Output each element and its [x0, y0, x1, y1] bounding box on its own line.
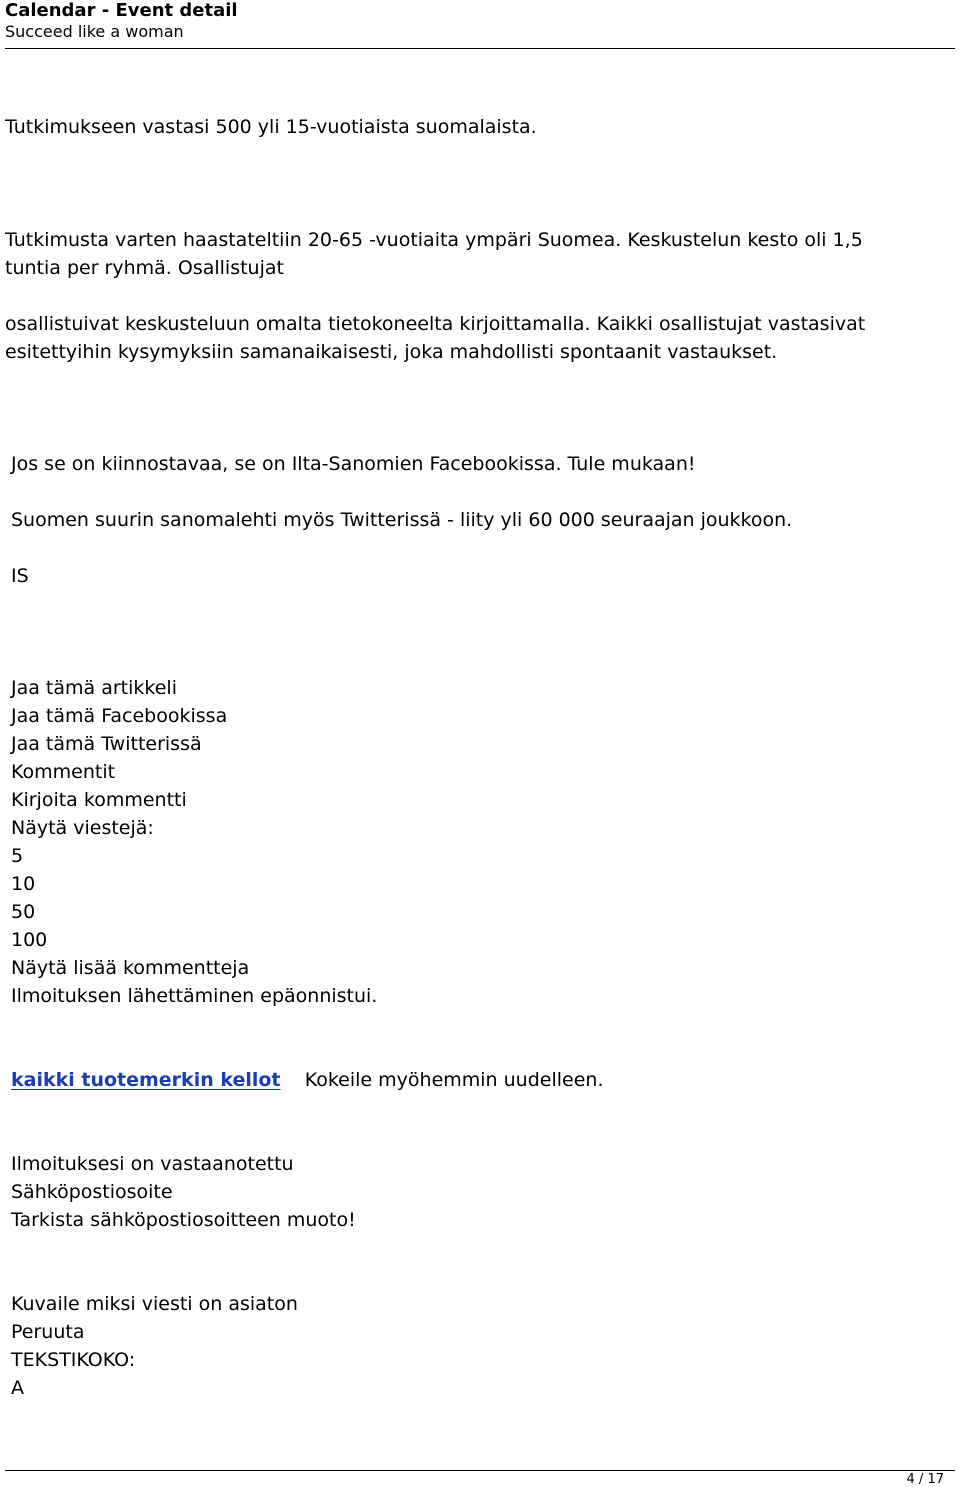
show-messages-option-5[interactable]: 5	[11, 845, 24, 867]
report-error-message: Ilmoituksen lähettäminen epäonnistui.	[11, 985, 378, 1007]
show-messages-option-50[interactable]: 50	[11, 901, 36, 923]
brand-watches-link[interactable]: kaikki tuotemerkin kellot	[11, 1069, 281, 1091]
article-paragraph-interviews-line-1: Tutkimusta varten haastateltiin 20-65 -vuotiaita ympäri Suomea. Keskustelun kesto oli 1,5	[5, 229, 863, 251]
document-title: Calendar - Event detail	[5, 0, 238, 21]
article-source: IS	[11, 565, 29, 587]
footer-divider	[5, 1470, 955, 1471]
header-divider	[5, 48, 955, 49]
share-article-link[interactable]: Jaa tämä artikkeli	[11, 677, 177, 699]
cancel-button[interactable]: Peruuta	[11, 1321, 85, 1343]
email-format-error: Tarkista sähköpostiosoitteen muoto!	[11, 1209, 356, 1231]
article-paragraph-interviews-line-2: tuntia per ryhmä. Osallistujat	[5, 257, 284, 279]
show-messages-option-100[interactable]: 100	[11, 929, 48, 951]
article-paragraph-participants-line-1: osallistuivat keskusteluun omalta tietokoneelta kirjoittamalla. Kaikki osallistujat vastasivat	[5, 313, 866, 335]
font-size-label: TEKSTIKOKO:	[11, 1349, 136, 1371]
describe-reason-label: Kuvaile miksi viesti on asiaton	[11, 1293, 298, 1315]
facebook-promo-text: Jos se on kiinnostavaa, se on Ilta-Sanomien Facebookissa. Tule mukaan!	[11, 453, 696, 475]
article-paragraph-participants-line-2: esitettyihin kysymyksiin samanaikaisesti, joka mahdollisti spontaanit vastaukset.	[5, 341, 778, 363]
show-messages-option-10[interactable]: 10	[11, 873, 36, 895]
share-facebook-link[interactable]: Jaa tämä Facebookissa	[11, 705, 228, 727]
retry-later-text: Kokeile myöhemmin uudelleen.	[304, 1069, 604, 1091]
retry-spacer	[287, 1069, 299, 1091]
retry-row	[11, 1068, 604, 1092]
page-number: 4 / 17	[906, 1472, 944, 1487]
article-paragraph-respondents: Tutkimukseen vastasi 500 yli 15-vuotiaista suomalaista.	[5, 116, 537, 138]
write-comment-link[interactable]: Kirjoita kommentti	[11, 789, 187, 811]
comments-heading: Kommentit	[11, 761, 116, 783]
report-received-message: Ilmoituksesi on vastaanotettu	[11, 1153, 294, 1175]
twitter-promo-text: Suomen suurin sanomalehti myös Twitterissä - liity yli 60 000 seuraajan joukkoon.	[11, 509, 793, 531]
font-size-option[interactable]: A	[11, 1377, 24, 1399]
show-more-comments-link[interactable]: Näytä lisää kommentteja	[11, 957, 250, 979]
email-field-label: Sähköpostiosoite	[11, 1181, 173, 1203]
share-twitter-link[interactable]: Jaa tämä Twitterissä	[11, 733, 202, 755]
show-messages-label: Näytä viestejä:	[11, 817, 154, 839]
document-subtitle: Succeed like a woman	[5, 22, 184, 41]
